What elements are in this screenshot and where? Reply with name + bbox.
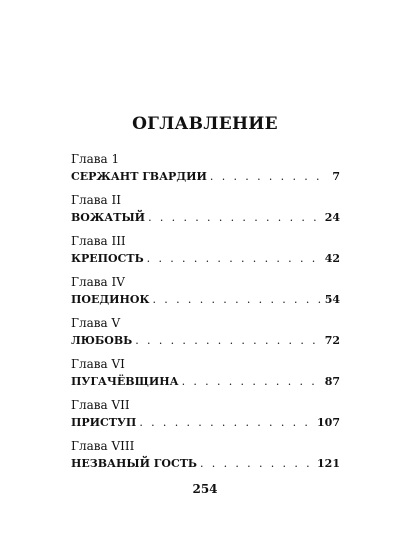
dot-leader	[200, 456, 314, 472]
chapter-label: Глава III	[71, 234, 126, 248]
page-number: 7	[332, 170, 340, 183]
chapter-title: СЕРЖАНТ ГВАРДИИ	[71, 170, 207, 183]
page-number: 54	[324, 293, 340, 306]
chapter-title: ЛЮБОВЬ	[71, 334, 133, 347]
page-number: 72	[324, 334, 340, 347]
chapter-line	[71, 374, 340, 390]
chapter-title: ПУГАЧЁВЩИНА	[71, 375, 179, 388]
table-of-contents	[71, 151, 340, 479]
dot-leader	[153, 292, 322, 308]
chapter-label: Глава V	[71, 316, 121, 330]
page-number: 107	[317, 416, 340, 429]
dot-leader	[148, 210, 322, 226]
dot-leader	[135, 333, 321, 349]
page-number: 24	[324, 211, 340, 224]
chapter-title: ПОЕДИНОК	[71, 293, 150, 306]
toc-entry	[71, 233, 340, 274]
chapter-label: Глава VI	[71, 357, 125, 371]
chapter-label: Глава 1	[71, 152, 120, 166]
dot-leader	[147, 251, 322, 267]
dot-leader	[139, 415, 314, 431]
page-number: 121	[317, 457, 340, 470]
chapter-title: ПРИСТУП	[71, 416, 137, 429]
toc-entry	[71, 438, 340, 479]
chapter-line	[71, 333, 340, 349]
chapter-line	[71, 210, 340, 226]
chapter-title: КРЕПОСТЬ	[71, 252, 144, 265]
page-number: 87	[324, 375, 340, 388]
chapter-label: Глава VII	[71, 398, 130, 412]
chapter-line	[71, 251, 340, 267]
toc-entry	[71, 151, 340, 192]
toc-entry	[71, 192, 340, 233]
toc-entry	[71, 356, 340, 397]
folio-page-number: 254	[192, 482, 218, 496]
page-number: 42	[324, 252, 340, 265]
chapter-line	[71, 169, 340, 185]
chapter-line	[71, 415, 340, 431]
chapter-label: Глава VIII	[71, 439, 135, 453]
chapter-label: Глава IV	[71, 275, 125, 289]
dot-leader	[210, 169, 329, 185]
dot-leader	[182, 374, 322, 390]
chapter-title: НЕЗВАНЫЙ ГОСТЬ	[71, 457, 197, 470]
chapter-label: Глава II	[71, 193, 121, 207]
page-title: ОГЛАВЛЕНИЕ	[132, 114, 278, 134]
toc-entry	[71, 397, 340, 438]
chapter-title: ВОЖАТЫЙ	[71, 211, 146, 224]
toc-entry	[71, 315, 340, 356]
chapter-line	[71, 292, 340, 308]
toc-entry	[71, 274, 340, 315]
chapter-line	[71, 456, 340, 472]
